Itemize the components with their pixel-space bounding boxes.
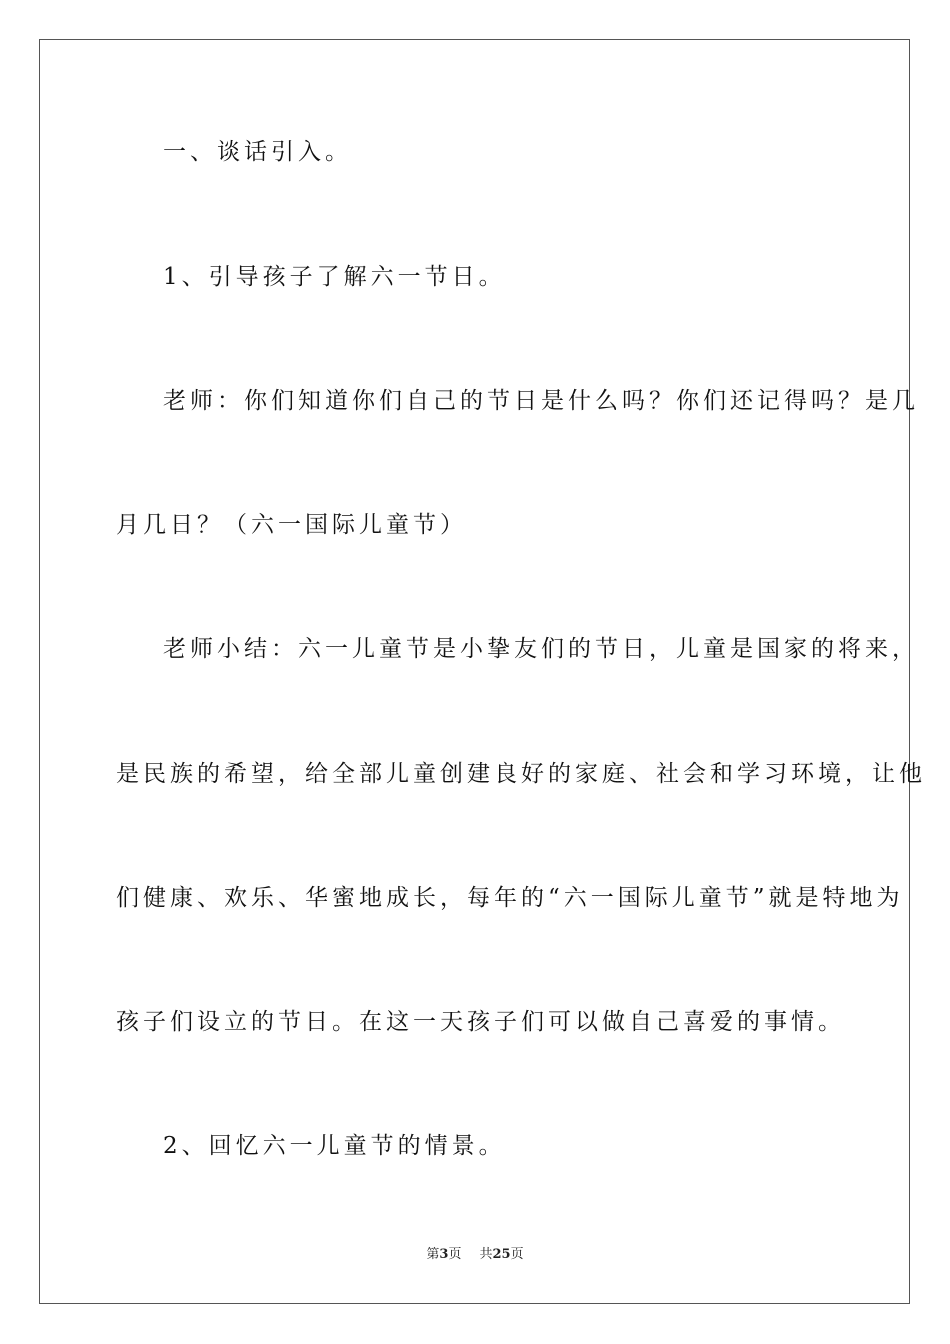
- page-number: 3: [439, 1247, 449, 1262]
- page-prefix: 第: [426, 1247, 440, 1262]
- section-heading: 一、谈话引入。: [163, 139, 352, 165]
- paragraph-line: 老师小结：六一儿童节是小挚友们的节日，儿童是国家的将来，: [163, 636, 919, 662]
- total-suffix: 页: [510, 1247, 524, 1262]
- total-pages: 25: [492, 1247, 511, 1262]
- paragraph-line: 孩子们设立的节日。在这一天孩子们可以做自己喜爱的事情。: [116, 1009, 845, 1035]
- subheading-2: 2、回忆六一儿童节的情景。: [163, 1133, 506, 1159]
- subheading-1: 1、引导孩子了解六一节日。: [163, 264, 506, 290]
- paragraph-line: 月几日？（六一国际儿童节）: [116, 512, 467, 538]
- page-footer: [0, 1246, 950, 1264]
- paragraph-line: 是民族的希望，给全部儿童创建良好的家庭、社会和学习环境，让他: [116, 761, 926, 787]
- paragraph-line: 们健康、欢乐、华蜜地成长，每年的“六一国际儿童节”就是特地为: [116, 885, 904, 911]
- page-suffix: 页: [448, 1247, 462, 1262]
- paragraph-line: 老师：你们知道你们自己的节日是什么吗？你们还记得吗？是几: [163, 388, 919, 414]
- total-prefix: 共: [479, 1247, 493, 1262]
- page-frame: [39, 39, 910, 1304]
